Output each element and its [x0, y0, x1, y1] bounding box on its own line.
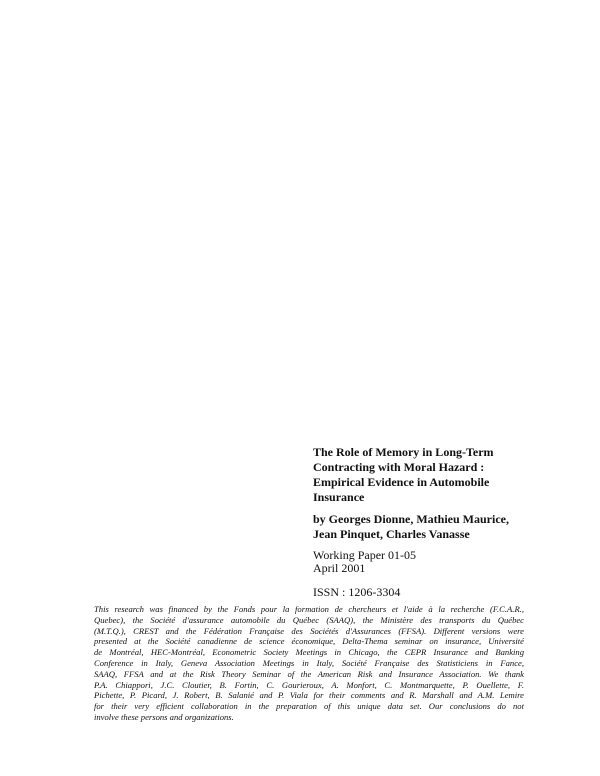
- footnote-line: Pichette, P. Picard, J. Robert, B. Salanié and P. Viala for their comments and R. Marshall and A.M. Lemire: [94, 690, 524, 701]
- title-line: Empirical Evidence in Automobile: [313, 475, 490, 489]
- paper-title: [313, 445, 518, 505]
- footnote-line: (M.T.Q.), CREST and the Fédération Française des Sociétés d'Assurances (FFSA). Different versions were: [94, 625, 524, 636]
- author-line: by Georges Dionne, Mathieu Maurice,: [313, 512, 509, 526]
- footnote-line: P.A. Chiappori, J.C. Cloutier, B. Fortin, C. Gourieroux, A. Monfort, C. Montmarquette, P. Ouellette, F.: [94, 679, 524, 690]
- acknowledgement-footnote: [94, 604, 524, 723]
- author-line: Jean Pinquet, Charles Vanasse: [313, 527, 470, 541]
- footnote-line: Quebec), the Société d'assurance automobile du Québec (SAAQ), the Ministère des transports du Québec: [94, 614, 524, 625]
- title-line: Contracting with Moral Hazard :: [313, 460, 485, 474]
- publication-date: April 2001: [313, 561, 366, 575]
- footnote-line: Conference in Italy, Geneva Association Meetings in Italy, Société Française des Statisticiens in Fance,: [94, 657, 524, 668]
- paper-meta: [313, 549, 518, 575]
- footnote-line: SAAQ, FFSA and at the Risk Theory Seminar of the American Risk and Insurance Association. We thank: [94, 668, 524, 679]
- title-line: The Role of Memory in Long-Term: [313, 445, 494, 459]
- title-block: [313, 445, 518, 599]
- footnote-line: This research was financed by the Fonds pour la formation de chercheurs et l'aide à la recherche (F.C.A.R.,: [94, 604, 524, 614]
- title-line: Insurance: [313, 490, 365, 504]
- working-paper-number: Working Paper 01-05: [313, 548, 417, 562]
- footnote-line: de Montréal, HEC-Montréal, Econometric Society Meetings in Chicago, the CEPR Insurance and Banking: [94, 647, 524, 658]
- authors: [313, 512, 518, 542]
- footnote-line: for their very efficient collaboration in the preparation of this unique data set. Our conclusions do not: [94, 701, 524, 712]
- issn: ISSN : 1206-3304: [313, 585, 401, 599]
- footnote-line: involve these persons and organizations.: [94, 711, 234, 722]
- footnote-line: presented at the Société canadienne de science économique, Delta-Thema seminar on insurance, Université: [94, 636, 524, 647]
